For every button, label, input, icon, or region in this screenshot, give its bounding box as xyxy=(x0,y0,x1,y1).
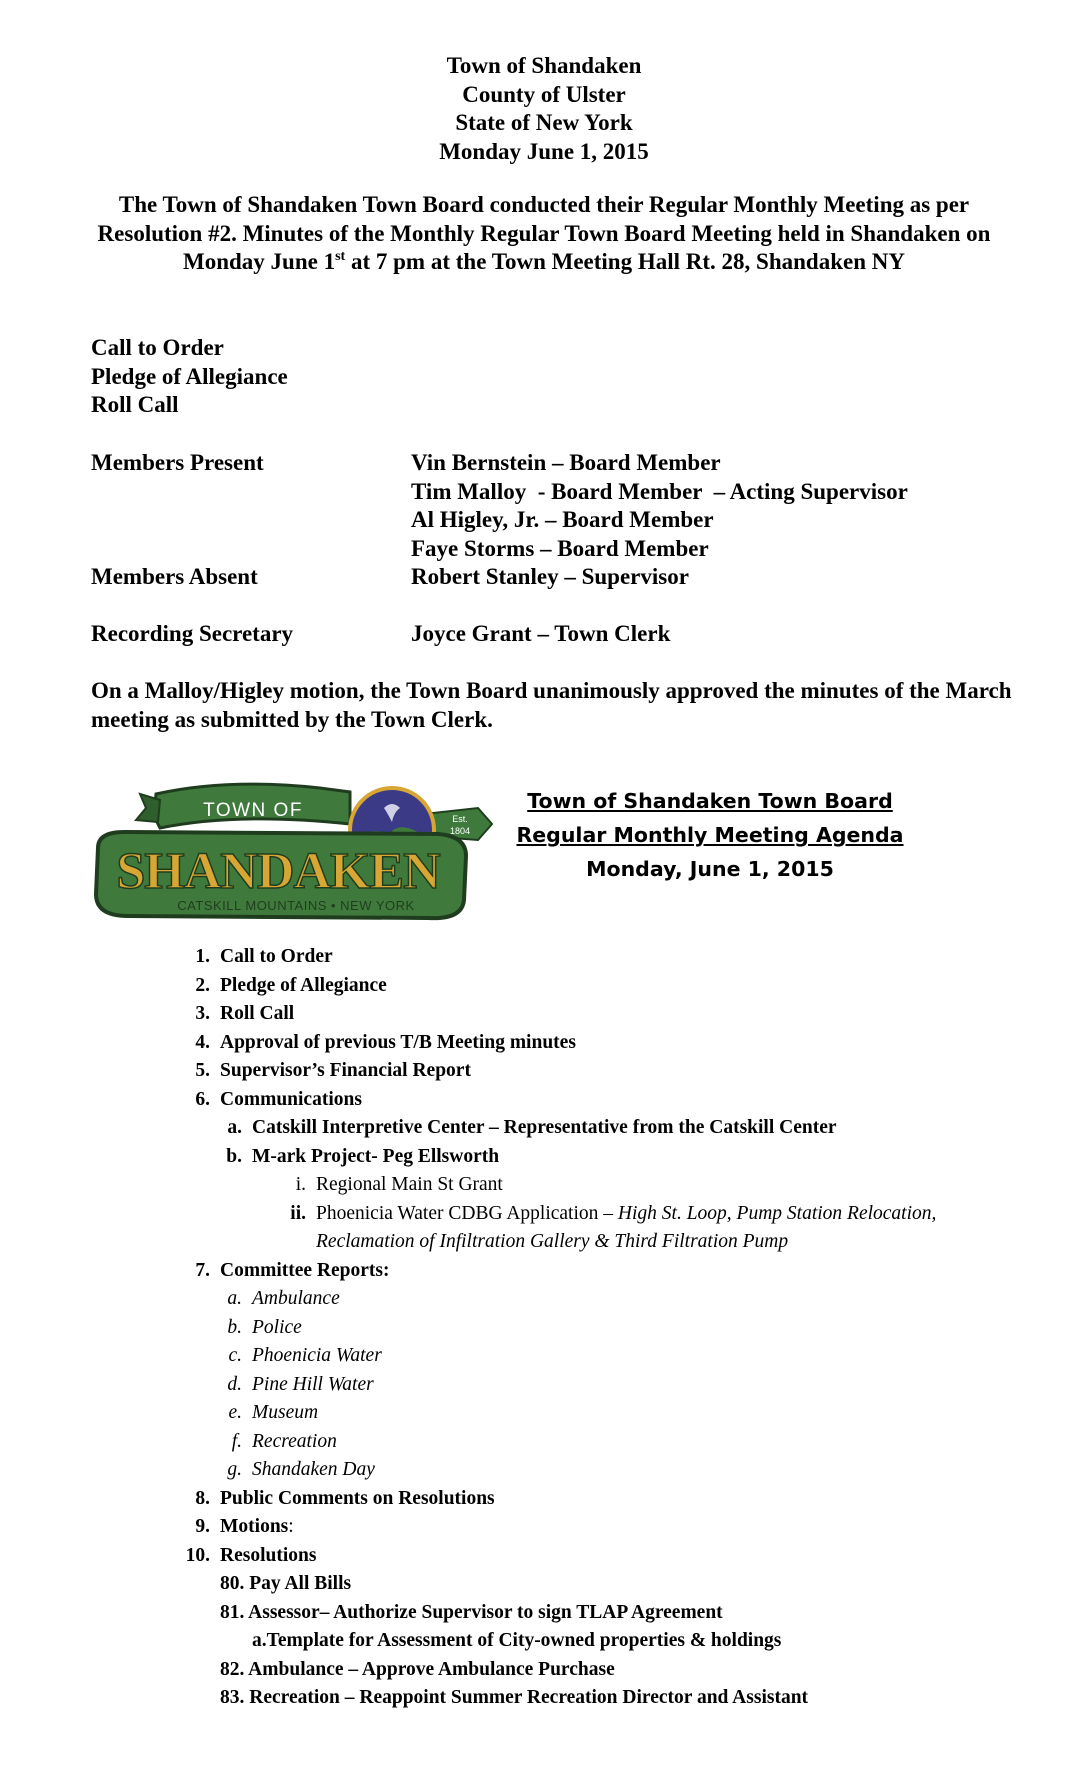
agenda-item-number: 5. xyxy=(195,1060,210,1081)
committee-report xyxy=(228,1342,382,1371)
agenda-item-number: f. xyxy=(231,1430,242,1452)
agenda-item-text: Approval of previous T/B Meeting minutes xyxy=(220,1031,576,1053)
members-absent-row xyxy=(91,563,689,592)
resolution-subitem: a.Template for Assessment of City-owned properties & holdings xyxy=(252,1630,782,1651)
agenda-item-text: Communications xyxy=(220,1088,362,1110)
committee-report xyxy=(231,1428,337,1457)
agenda-item-number: a. xyxy=(227,1117,242,1138)
minutes-motion: On a Malloy/Higley motion, the Town Board unanimously approved the minutes of the March meeting as submitted by the Town Clerk. xyxy=(91,678,1012,732)
agenda-item-number: g. xyxy=(227,1459,242,1480)
agenda-item xyxy=(195,1257,390,1286)
agenda-subitem xyxy=(226,1143,500,1172)
logo-banner-text: TOWN OF xyxy=(203,800,303,821)
shandaken-logo xyxy=(88,778,504,926)
agenda-item xyxy=(195,943,333,972)
recording-secretary-row xyxy=(91,620,671,649)
agenda-item xyxy=(195,1086,362,1115)
agenda-item-number: i. xyxy=(295,1174,306,1195)
agenda-item-number: 10. xyxy=(185,1544,210,1566)
resolution-item: 80. Pay All Bills xyxy=(220,1573,352,1594)
member-present: Al Higley, Jr. – Board Member xyxy=(411,507,714,532)
meeting-date: Monday June 1, 2015 xyxy=(439,138,649,164)
agenda-item-number: c. xyxy=(228,1345,242,1366)
agenda-item-text: Recreation xyxy=(252,1430,337,1452)
agenda-subitem xyxy=(227,1114,837,1143)
agenda-item-text: Phoenicia Water CDBG Application – xyxy=(316,1202,618,1224)
member-present: Vin Bernstein – Board Member xyxy=(411,450,721,475)
agenda-item-number: b. xyxy=(226,1145,242,1167)
recording-secretary-label: Recording Secretary xyxy=(91,621,294,646)
members-absent-label: Members Absent xyxy=(91,564,258,589)
recording-secretary: Joyce Grant – Town Clerk xyxy=(411,621,671,646)
agenda-item-text: Supervisor’s Financial Report xyxy=(220,1060,471,1081)
agenda-item xyxy=(195,1029,576,1058)
agenda-item xyxy=(195,1513,294,1542)
agenda-item-text: Pledge of Allegiance xyxy=(220,974,387,996)
agenda-item-text: Ambulance xyxy=(252,1288,340,1309)
agenda-item-number: d. xyxy=(227,1373,242,1395)
agenda-item-text: Motions xyxy=(220,1516,289,1537)
town-name: Town of Shandaken xyxy=(446,53,642,78)
agenda-item xyxy=(195,1057,471,1086)
proceeding-item: Roll Call xyxy=(91,392,179,417)
county-name: County of Ulster xyxy=(462,81,626,107)
agenda-item-text: Resolutions xyxy=(220,1544,317,1566)
committee-report xyxy=(227,1314,302,1343)
proceeding-item: Pledge of Allegiance xyxy=(91,363,288,389)
agenda-item-text: Shandaken Day xyxy=(252,1459,375,1480)
agenda-item-continuation: Reclamation of Infiltration Gallery & Third Filtration Pump xyxy=(316,1231,789,1252)
agenda-item-number: 8. xyxy=(195,1487,210,1509)
logo-est-year: 1804 xyxy=(449,826,471,836)
agenda-item-text: Pine Hill Water xyxy=(252,1373,374,1395)
agenda-item-number: e. xyxy=(228,1402,242,1423)
proceedings-list xyxy=(91,334,288,420)
agenda-item-text: Roll Call xyxy=(220,1003,295,1024)
agenda-item-number: 9. xyxy=(195,1516,210,1537)
agenda-item-detail: High St. Loop, Pump Station Relocation, xyxy=(617,1202,937,1224)
committee-report xyxy=(227,1371,374,1400)
resolution-item: 82. Ambulance – Approve Ambulance Purchase xyxy=(220,1658,615,1680)
agenda-item-text: Regional Main St Grant xyxy=(316,1174,503,1195)
agenda-item xyxy=(195,1485,495,1514)
logo-name: SHANDAKEN xyxy=(116,843,440,900)
intro-ordinal: st xyxy=(335,249,346,264)
agenda-item-number: 2. xyxy=(195,974,210,996)
committee-report xyxy=(227,1285,340,1314)
members-present-label: Members Present xyxy=(91,450,264,475)
logo-tagline: CATSKILL MOUNTAINS • NEW YORK xyxy=(177,898,415,913)
agenda-item-number: 3. xyxy=(195,1003,210,1024)
agenda-item-number: a. xyxy=(227,1288,242,1309)
agenda-item-number: 4. xyxy=(195,1031,210,1053)
proceeding-item: Call to Order xyxy=(91,335,224,360)
members-present-row xyxy=(91,449,721,478)
document-header xyxy=(0,52,1088,166)
agenda-item-text: Catskill Interpretive Center – Representative from the Catskill Center xyxy=(252,1117,837,1138)
agenda-item-text: Police xyxy=(252,1316,302,1338)
agenda-subtitle: Regular Monthly Meeting Agenda xyxy=(516,823,904,847)
state-name: State of New York xyxy=(455,110,633,135)
agenda-item-text: Public Comments on Resolutions xyxy=(220,1487,495,1509)
resolution-item: 83. Recreation – Reappoint Summer Recreation Director and Assistant xyxy=(220,1687,809,1708)
agenda-title: Town of Shandaken Town Board xyxy=(527,789,893,813)
agenda-item xyxy=(195,1000,295,1029)
agenda-item-suffix: : xyxy=(288,1516,294,1537)
agenda-item-text: Museum xyxy=(252,1402,319,1423)
agenda-header xyxy=(500,784,920,886)
member-present: Tim Malloy - Board Member – Acting Supervisor xyxy=(411,478,908,504)
agenda-item-number: ii. xyxy=(290,1202,306,1224)
agenda-item-number: 7. xyxy=(195,1259,210,1281)
agenda-item xyxy=(185,1542,317,1571)
intro-text: The Town of Shandaken Town Board conducted their Regular Monthly Meeting as per Resolution #2. Minutes of the Monthly Regular Town Board Meeting held in Shandaken on Monday June 1 xyxy=(97,192,991,274)
agenda-item-text: Committee Reports: xyxy=(220,1259,390,1281)
agenda-subsubitem xyxy=(290,1200,937,1229)
agenda-item-text: Phoenicia Water xyxy=(252,1345,382,1366)
agenda-subsubitem xyxy=(295,1171,503,1200)
agenda-item xyxy=(195,972,387,1001)
agenda-item-text: Call to Order xyxy=(220,946,333,967)
agenda-date: Monday, June 1, 2015 xyxy=(586,857,834,881)
agenda-item-number: b. xyxy=(227,1316,242,1338)
meeting-intro xyxy=(90,191,998,277)
agenda-item-text: M-ark Project- Peg Ellsworth xyxy=(252,1145,500,1167)
resolution-item: 81. Assessor– Authorize Supervisor to sign TLAP Agreement xyxy=(220,1601,723,1623)
agenda-item-number: 6. xyxy=(195,1088,210,1110)
agenda-item-number: 1. xyxy=(195,946,210,967)
member-absent: Robert Stanley – Supervisor xyxy=(411,564,689,589)
logo-est-label: Est. xyxy=(452,814,468,824)
committee-report xyxy=(228,1399,319,1428)
member-present: Faye Storms – Board Member xyxy=(411,535,709,561)
intro-text-end: at 7 pm at the Town Meeting Hall Rt. 28, Shandaken NY xyxy=(345,249,905,274)
committee-report xyxy=(227,1456,375,1485)
